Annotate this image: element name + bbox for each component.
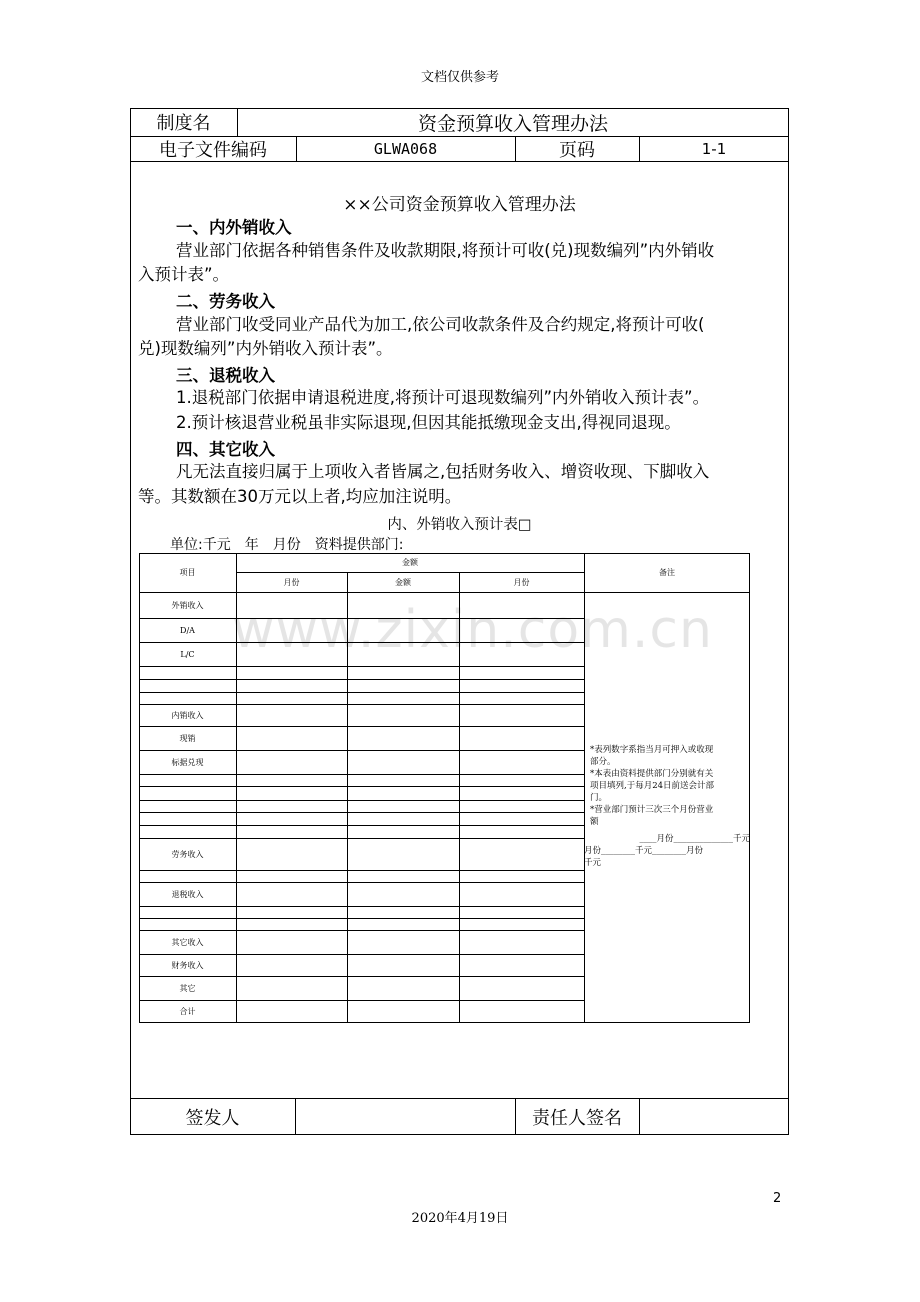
section-1-text: 入预计表”。 — [138, 265, 230, 284]
table-divider — [139, 800, 584, 801]
row-label-total: 合计 — [179, 1007, 196, 1016]
row-label-service: 劳务收入 — [171, 849, 204, 859]
section-4-title: 四、其它收入 — [176, 440, 275, 459]
row-label-misc: 其它 — [179, 983, 196, 993]
table-divider — [139, 918, 584, 919]
table-title: 内、外销收入预计表□ — [387, 517, 532, 533]
remark-notes — [590, 744, 748, 828]
policy-name-value: 资金预算收入管理办法 — [417, 112, 608, 135]
section-2-text: 营业部门收受同业产品代为加工,依公司收款条件及合约规定,将预计可收( — [176, 315, 705, 334]
file-code-label: 电子文件编码 — [159, 139, 267, 161]
col-remark: 备注 — [659, 568, 675, 577]
table-divider — [139, 666, 584, 667]
row-label-tax: 退税收入 — [171, 889, 204, 899]
page-header: 文档仅供参考 — [420, 70, 499, 85]
divider — [295, 1098, 296, 1135]
table-divider — [139, 692, 584, 693]
remark-line: 门。 — [590, 793, 608, 803]
table-unit: 单位:千元 年 月份 资料提供部门: — [170, 537, 404, 553]
section-3-text: 1.退税部门依据申请退税进度,将预计可退现数编列”内外销收入预计表”。 — [176, 388, 710, 407]
doc-title: ××公司资金预算收入管理办法 — [343, 195, 576, 215]
col-month-1: 月份 — [283, 577, 300, 587]
table-divider — [139, 812, 584, 813]
row-label-lc: L/C — [180, 649, 195, 659]
row-label-da: D/A — [180, 625, 195, 635]
section-1-text: 营业部门依据各种销售条件及收款期限,将预计可收(兑)现数编列”内外销收 — [176, 241, 715, 260]
row-label-export: 外销收入 — [171, 600, 204, 610]
file-code-value: GLWA068 — [373, 139, 438, 158]
row-label-cash: 现销 — [179, 733, 196, 743]
remark-line: *营业部门预计三次三个月份营业 — [590, 805, 714, 815]
policy-name-label: 制度名 — [156, 113, 211, 134]
col-amount-2: 金额 — [395, 577, 411, 587]
row-label-other: 其它收入 — [171, 937, 204, 947]
section-3-text: 2.预计核退营业税虽非实际退现,但因其能抵缴现金支出,得视同退现。 — [176, 413, 681, 432]
section-1-title: 一、内外销收入 — [176, 218, 292, 237]
remark-blanks — [584, 833, 750, 869]
page-number: 2 — [773, 1191, 782, 1206]
responsible-label: 责任人签名 — [532, 1107, 622, 1129]
section-2-text: 兑)现数编列”内外销收入预计表”。 — [138, 339, 393, 358]
section-4-text: 凡无法直接归属于上项收入者皆属之,包括财务收入、增资收现、下脚收入 — [176, 462, 710, 481]
row-label-finance: 财务收入 — [171, 960, 204, 970]
page-label: 页码 — [559, 139, 595, 161]
col-month-2: 月份 — [513, 577, 530, 587]
page-date: 2020年4月19日 — [411, 1211, 509, 1226]
signer-label: 签发人 — [185, 1107, 240, 1129]
section-3-title: 三、退税收入 — [176, 366, 275, 385]
remark-line: 额 — [590, 817, 599, 827]
row-label-notes: 标据兑现 — [171, 757, 204, 767]
row-label-domestic: 内销收入 — [171, 710, 204, 720]
remark-line: *本表由资料提供部门分别就有关 — [590, 769, 714, 779]
table-divider — [139, 906, 584, 907]
table-divider — [139, 786, 584, 787]
remark-line: ____月份______________千元 — [639, 834, 750, 844]
table-divider — [139, 679, 584, 680]
col-amount: 金额 — [402, 558, 418, 567]
remark-line: 月份________千元________月份 — [584, 846, 704, 856]
table-divider — [139, 825, 584, 826]
col-item: 项目 — [179, 568, 196, 577]
remark-line: *表列数字系指当月可押入或收现 — [590, 745, 714, 755]
table-divider — [139, 870, 584, 871]
section-4-text: 等。其数额在30万元以上者,均应加注说明。 — [138, 487, 462, 506]
remark-line: 部分。 — [590, 757, 616, 767]
remark-line: 项目填列,于每月24日前送会计部 — [590, 781, 715, 791]
remark-line: 千元 — [584, 858, 602, 868]
page-value: 1-1 — [701, 139, 727, 158]
section-2-title: 二、劳务收入 — [176, 292, 275, 311]
table-divider — [139, 774, 584, 775]
divider — [639, 1098, 640, 1135]
watermark: www.zixin.com.cn — [232, 600, 713, 660]
